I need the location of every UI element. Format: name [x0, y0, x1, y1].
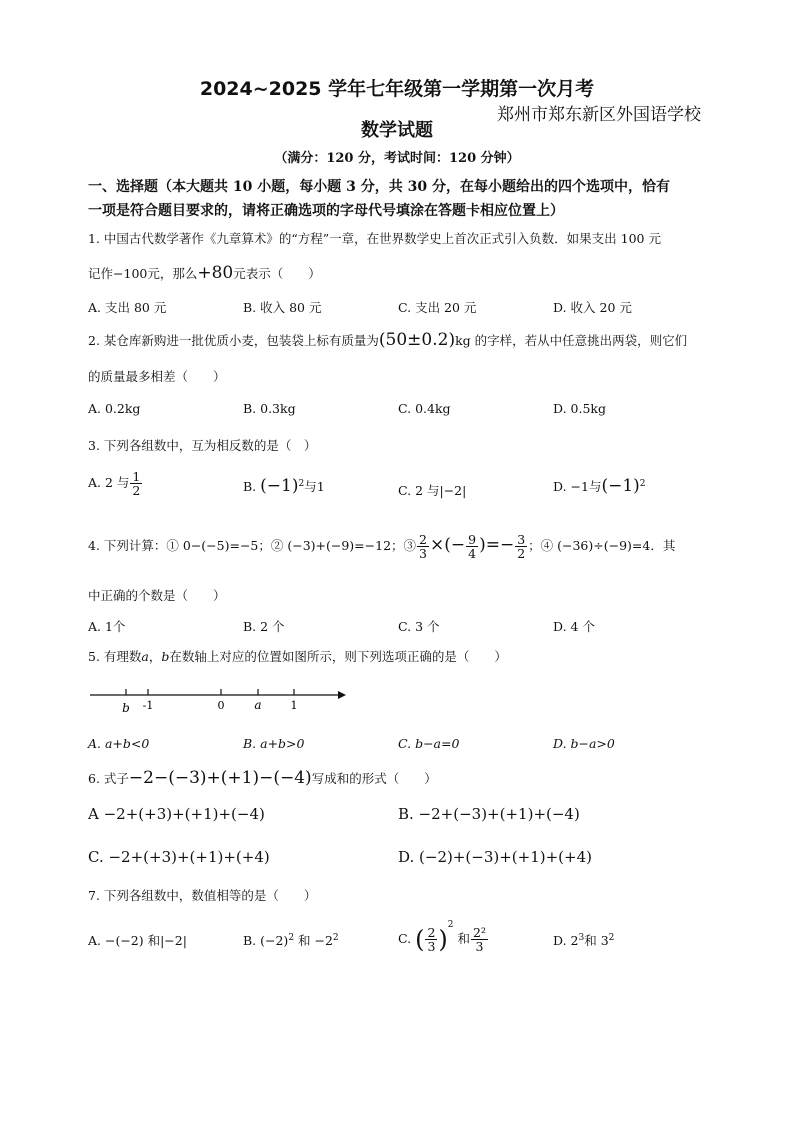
q7-frac-2sq-3	[471, 926, 488, 953]
q6-option-b[interactable]: B. −2+(−3)+(+1)+(−4)	[398, 805, 580, 823]
q1-text-e: 元表示（ ）	[233, 266, 321, 281]
q4-part-c: )=−	[479, 535, 515, 556]
label-0: 0	[217, 699, 225, 712]
q7-frac2-num: 2²	[473, 924, 486, 940]
q5-var-b: b	[161, 649, 170, 664]
q5-option-b[interactable]: B. a+b>0	[243, 736, 305, 751]
q4-option-c[interactable]: C. 3 个	[398, 619, 440, 634]
q7-option-d-base: D. 2	[553, 933, 579, 948]
q4-frac-2-3	[417, 533, 429, 560]
q3-option-b-label: B.	[243, 479, 257, 494]
q5-option-c[interactable]: C. b−a=0	[398, 736, 460, 751]
q7-option-b[interactable]	[243, 931, 339, 949]
q7-option-b-exp1: 2	[288, 932, 295, 943]
q7-option-a[interactable]: A. −(−2) 和|−2|	[88, 933, 187, 948]
q5-var-a: a	[141, 649, 149, 664]
q2-option-b[interactable]: B. 0.3kg	[243, 401, 296, 416]
q3-stem: 3. 下列各组数中，互为相反数的是（ ）	[88, 438, 317, 453]
q1-option-d[interactable]: D. 收入 20 元	[553, 300, 632, 315]
q3-frac-numerator: 1	[132, 469, 141, 484]
q7-option-d[interactable]	[553, 931, 614, 949]
q1-option-c[interactable]: C. 支出 20 元	[398, 300, 477, 315]
q5-text-a: 5. 有理数	[88, 649, 142, 664]
q4-stem-line2: 中正确的个数是（ ）	[88, 588, 226, 603]
q3-option-a[interactable]	[88, 470, 143, 497]
q4-frac3-den: 2	[517, 546, 526, 562]
q3-frac-denominator: 2	[132, 483, 141, 499]
q3-option-b[interactable]	[243, 476, 325, 496]
q3-option-d-text: D. −1与	[553, 479, 602, 494]
q3-option-c[interactable]: C. 2 与|−2|	[398, 483, 467, 498]
number-line-diagram	[86, 685, 356, 717]
q4-part-a: 4. 下列计算：① 0−(−5)=−5；② (−3)+(−9)=−12；③	[88, 538, 417, 554]
q6-expression: −2−(−3)+(+1)−(−4)	[128, 768, 312, 788]
q2-option-c[interactable]: C. 0.4kg	[398, 401, 451, 416]
q2-mass: (50±0.2)	[378, 330, 456, 350]
q7-frac-2-3	[425, 926, 437, 953]
section-instructions-line1: 一、选择题（本大题共 10 小题，每小题 3 分，共 30 分，在每小题给出的四个选项中，恰有	[88, 179, 670, 195]
q4-option-d[interactable]: D. 4 个	[553, 619, 595, 634]
q1-option-a[interactable]: A. 支出 80 元	[88, 300, 167, 315]
q3-option-d-exp: 2	[639, 478, 646, 489]
q7-option-c-label: C.	[398, 931, 412, 946]
q2-option-a[interactable]: A. 0.2kg	[88, 401, 141, 416]
q3-option-d[interactable]	[553, 476, 646, 496]
q4-frac2-den: 4	[468, 546, 477, 562]
q3-option-d-base: (−1)	[601, 476, 640, 496]
score-info: （满分：120 分，考试时间：120 分钟）	[274, 151, 520, 166]
q5-option-a[interactable]: A. a+b<0	[88, 736, 150, 751]
q7-frac-den: 3	[427, 939, 436, 954]
q6-option-c[interactable]: C. −2+(+3)+(+1)+(+4)	[88, 848, 270, 866]
number-line-arrow-icon	[338, 691, 346, 699]
q5-text-b: ，	[148, 649, 162, 664]
q5-stem	[88, 647, 507, 665]
q3-option-b-exp: 2	[298, 478, 305, 489]
q1-stem-line2	[88, 263, 321, 283]
q1-minus100: −100	[113, 266, 148, 281]
q6-text-c: 写成和的形式（ ）	[311, 771, 437, 786]
q1-stem-line1: 1. 中国古代数学著作《九章算术》的“方程”一章，在世界数学史上首次正式引入负数．如果支出 100 元	[88, 231, 661, 246]
q6-stem	[88, 768, 437, 788]
section-instructions-line2: 一项是符合题目要求的，请将正确选项的字母代号填涂在答题卡相应位置上）	[88, 203, 564, 219]
q5-option-d[interactable]: D. b−a>0	[553, 736, 615, 751]
q7-option-c-and: 和	[457, 931, 471, 946]
q4-frac-9-4	[466, 533, 478, 560]
q7-frac-num: 2	[427, 924, 436, 940]
q3-option-b-text: 与1	[304, 479, 325, 494]
q2-text-a: 2. 某仓库新购进一批优质小麦，包装袋上标有质量为	[88, 333, 379, 348]
q7-option-b-exp2: 2	[332, 932, 339, 943]
q1-text-c: 元，那么	[147, 266, 198, 281]
q4-frac1-den: 3	[419, 546, 427, 562]
subject-title: 数学试题	[361, 120, 433, 141]
label-1: 1	[290, 699, 298, 712]
q7-paren-left: (	[415, 925, 425, 954]
q3-fraction-half	[130, 470, 142, 497]
q2-stem-line2: 的质量最多相差（ ）	[88, 369, 226, 384]
q7-option-d-text: 和 3	[584, 933, 609, 948]
q6-option-d[interactable]: D. (−2)+(−3)+(+1)+(+4)	[398, 848, 592, 866]
q7-option-d-exp1: 3	[578, 932, 585, 943]
q4-option-b[interactable]: B. 2 个	[243, 619, 285, 634]
q4-option-a[interactable]: A. 1个	[88, 619, 126, 634]
q4-frac1-num: 2	[419, 532, 427, 547]
q6-option-a[interactable]: A −2+(+3)+(+1)+(−4)	[88, 805, 265, 823]
label-minus1: -1	[142, 699, 154, 712]
q4-part-d: ；④ (−36)÷(−9)=4．其	[528, 538, 676, 554]
q4-part-b: ×(−	[430, 535, 466, 556]
q1-plus80: +80	[197, 263, 234, 283]
q7-stem: 7. 下列各组数中，数值相等的是（ ）	[88, 888, 317, 903]
q7-option-c[interactable]	[398, 920, 489, 954]
q7-option-d-exp2: 2	[608, 932, 615, 943]
label-b: b	[122, 701, 130, 715]
q2-text-c: kg 的字样，若从中任意挑出两袋，则它们	[455, 333, 688, 348]
q1-option-b[interactable]: B. 收入 80 元	[243, 300, 322, 315]
q2-option-d[interactable]: D. 0.5kg	[553, 401, 606, 416]
q5-text-c: 在数轴上对应的位置如图所示，则下列选项正确的是（ ）	[169, 649, 507, 664]
q4-frac3-num: 3	[517, 532, 526, 547]
q3-option-b-base: (−1)	[260, 476, 299, 496]
school-name: 郑州市郑东新区外国语学校	[497, 105, 701, 125]
q7-option-b-text: 和 −2	[294, 933, 333, 948]
q4-stem-line1	[88, 533, 675, 560]
q7-paren-right: )	[438, 925, 448, 954]
q1-text-a: 记作	[88, 266, 114, 281]
q6-text-a: 6. 式子	[88, 771, 129, 786]
q4-frac2-num: 9	[468, 532, 477, 547]
q4-frac-3-2	[515, 533, 527, 560]
q2-stem-line1	[88, 330, 687, 350]
exam-title: 2024~2025 学年七年级第一学期第一次月考	[199, 78, 595, 100]
label-a: a	[254, 698, 262, 712]
q3-option-a-text: A. 2 与	[88, 475, 130, 491]
q7-option-c-exp: 2	[447, 920, 454, 930]
q7-option-b-base: B. (−2)	[243, 933, 289, 948]
q7-frac2-den: 3	[475, 939, 484, 954]
